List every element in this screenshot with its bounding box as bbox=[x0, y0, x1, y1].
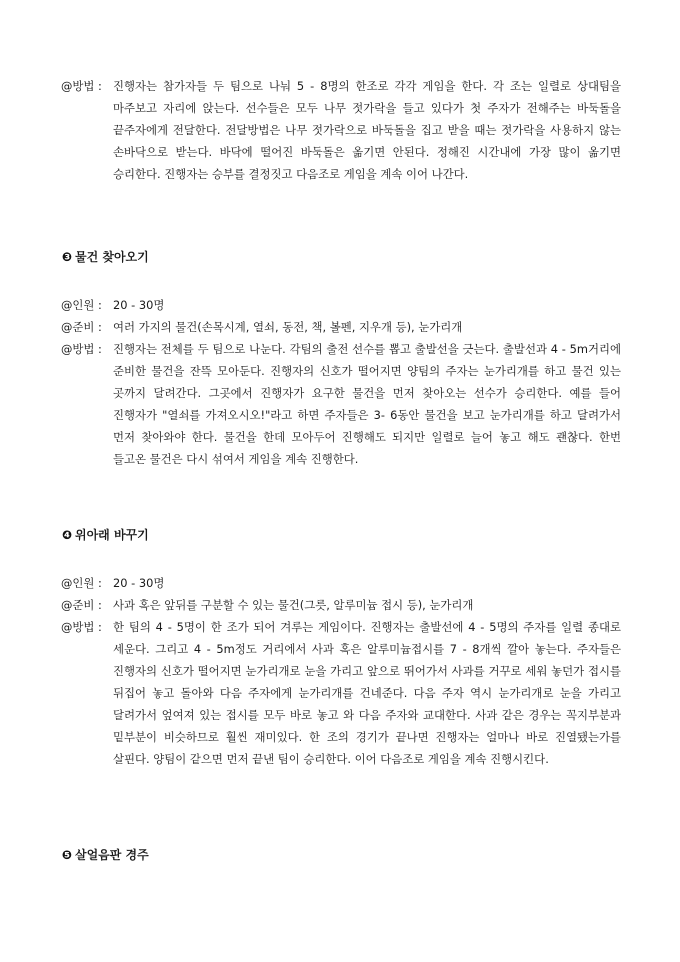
people-label: @인원 : bbox=[61, 298, 102, 312]
section-people bbox=[61, 572, 621, 594]
numbered-bullet-icon: ❹ bbox=[61, 528, 73, 542]
section-heading bbox=[61, 525, 149, 545]
numbered-bullet-icon: ❸ bbox=[61, 250, 73, 264]
prep-label: @준비 : bbox=[61, 320, 102, 334]
method-label: @방법 : bbox=[61, 79, 102, 93]
people-text: 20 - 30명 bbox=[113, 298, 165, 312]
method-text: 한 팀의 4 - 5명이 한 조가 되어 겨루는 게임이다. 진행자는 출발선에 4 - 5명의 주자를 일렬 종대로 세운다. 그리고 4 - 5m정도 거리에서 사과 혹은 알루미늄접시를 7 - 8개씩 깔아 놓는다. 주자들은 진행자의 신호가 떨어지면 눈가리개로 눈을 가리고 앞으로 뛰어가서 사과를 거꾸로 세워 놓던가 접시를 뒤집어 놓고 돌아와 다음 주자에게 눈가리개를 건네준다. 다음 주자 역시 눈가리개로 눈을 가리고 달려가서 엎여져 있는 접시를 모두 바로 놓고 와 다음 주자와 교대한다. 사과 같은 경우는 꼭지부분과 밑부분이 비슷하므로 훨씬 재미있다. 한 조의 경기가 끝나면 진행자는 얼마나 바로 진열됐는가를 살핀다. 양팀이 같으면 먼저 끝낸 팀이 승리한다. 이어 다음조로 게임을 계속 진행시킨다. bbox=[113, 620, 621, 766]
section-prep bbox=[61, 594, 621, 616]
section-heading bbox=[61, 247, 149, 267]
section-people bbox=[61, 294, 621, 316]
section-method bbox=[61, 616, 621, 770]
people-text: 20 - 30명 bbox=[113, 576, 165, 590]
section-title: 위아래 바꾸기 bbox=[75, 528, 149, 542]
section-title: 살얼음판 경주 bbox=[75, 848, 149, 862]
people-label: @인원 : bbox=[61, 576, 102, 590]
section-prep bbox=[61, 316, 621, 338]
method-text: 진행자는 참가자들 두 팀으로 나눠 5 - 8명의 한조로 각각 게임을 한다. 각 조는 일렬로 상대팀을 마주보고 자리에 앉는다. 선수들은 모두 나무 젓가락을 들고 있다가 첫 주자가 전해주는 바둑돌을 끝주자에게 전달한다. 전달방법은 나무 젓가락으로 바둑돌을 집고 받을 때는 젓가락을 사용하지 않는 손바닥으로 받는다. 바닥에 떨어진 바둑돌은 옮기면 안된다. 정해진 시간내에 가장 많이 옮기면 승리한다. 진행자는 승부를 결정짓고 다음조로 게임을 계속 이어 나간다. bbox=[113, 79, 621, 181]
intro-method bbox=[61, 75, 621, 185]
method-label: @방법 : bbox=[61, 342, 102, 356]
prep-text: 사과 혹은 앞뒤를 구분할 수 있는 물건(그릇, 알루미늄 접시 등), 눈가리개 bbox=[113, 598, 474, 612]
method-text: 진행자는 전체를 두 팀으로 나눈다. 각팀의 출전 선수를 뽑고 출발선을 긋는다. 출발선과 4 - 5m거리에 준비한 물건을 잔뜩 모아둔다. 진행자의 신호가 떨어지면 양팀의 주자는 눈가리개를 하고 물건 있는 곳까지 달려간다. 그곳에서 진행자가 요구한 물건을 먼저 찾아오는 선수가 승리한다. 예를 들어 진행자가 "열쇠를 가져오시오!"라고 하면 주자들은 3- 6동안 물건을 보고 눈가리개를 하고 달려가서 먼저 찾아와야 한다. 물건을 한데 모아두어 진행해도 되지만 일렬로 늘어 놓고 해도 괜찮다. 한번 들고온 물건은 다시 섞여서 게임을 계속 진행한다. bbox=[113, 342, 621, 466]
section-title: 물건 찾아오기 bbox=[75, 250, 149, 264]
numbered-bullet-icon: ❺ bbox=[61, 848, 73, 862]
prep-text: 여러 가지의 물건(손목시계, 열쇠, 동전, 책, 볼펜, 지우개 등), 눈가리개 bbox=[113, 320, 463, 334]
section-method bbox=[61, 338, 621, 470]
section-heading bbox=[61, 845, 149, 865]
method-label: @방법 : bbox=[61, 620, 102, 634]
prep-label: @준비 : bbox=[61, 598, 102, 612]
